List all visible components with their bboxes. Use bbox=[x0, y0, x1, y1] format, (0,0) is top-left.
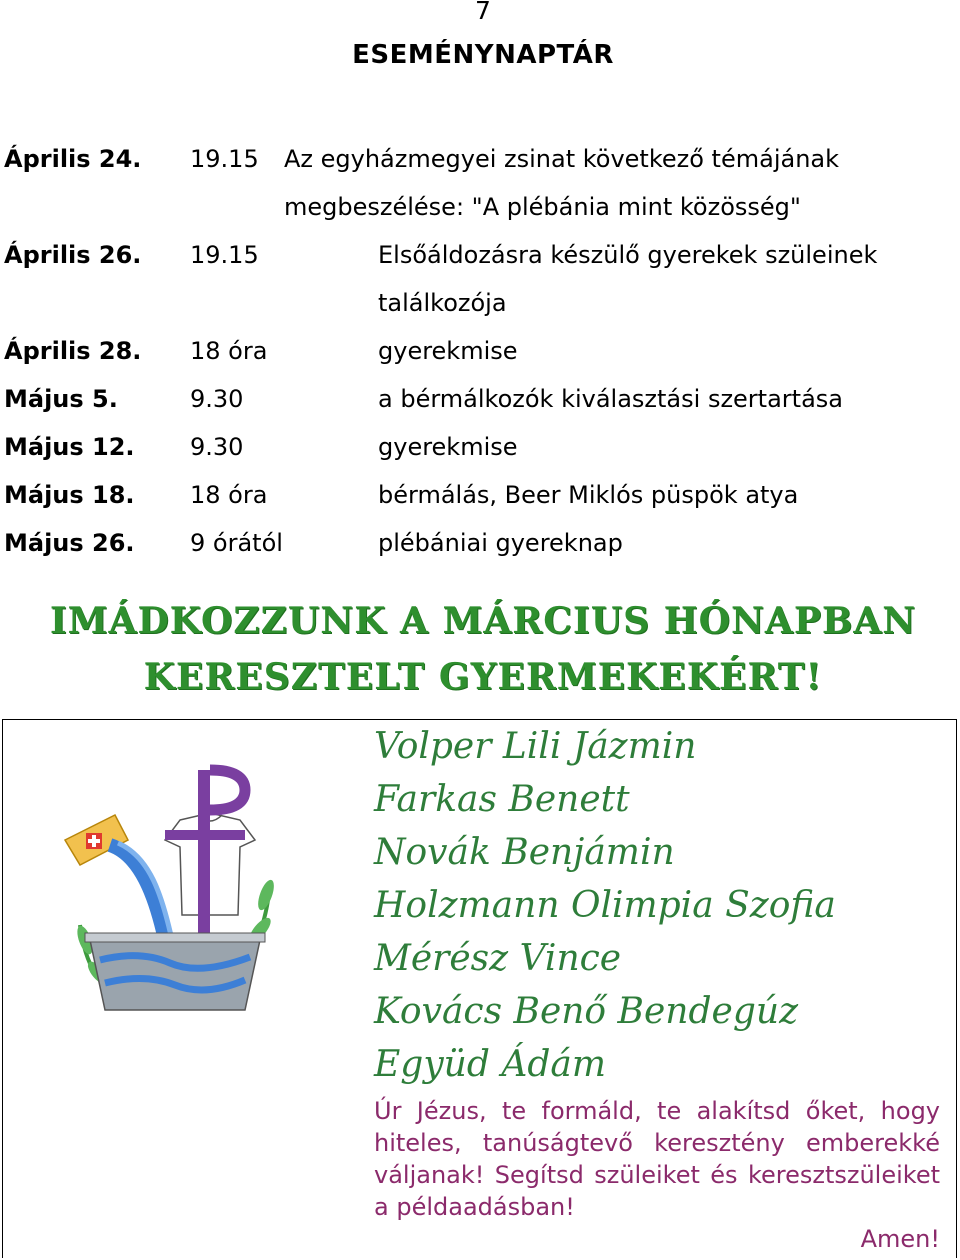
baptism-font-icon bbox=[60, 745, 300, 1035]
event-time: 9.30 bbox=[190, 385, 244, 413]
event-date: Április 24. bbox=[4, 145, 142, 173]
event-row bbox=[0, 337, 960, 385]
event-text: Az egyházmegyei zsinat következő témájának bbox=[284, 145, 840, 173]
event-date: Május 18. bbox=[4, 481, 135, 509]
event-text-continued: megbeszélése: "A plébánia mint közösség" bbox=[284, 193, 801, 221]
event-time: 18 óra bbox=[190, 337, 268, 365]
event-row bbox=[0, 145, 960, 193]
event-time: 9 órától bbox=[190, 529, 283, 557]
event-time: 19.15 bbox=[190, 241, 259, 269]
event-text: bérmálás, Beer Miklós püspök atya bbox=[378, 481, 799, 509]
event-row bbox=[0, 433, 960, 481]
event-time: 19.15 bbox=[190, 145, 259, 173]
page-title: ESEMÉNYNAPTÁR bbox=[352, 40, 614, 70]
event-row bbox=[0, 385, 960, 433]
event-text: gyerekmise bbox=[378, 337, 518, 365]
event-date: Április 28. bbox=[4, 337, 142, 365]
event-text: Elsőáldozásra készülő gyerekek szüleinek bbox=[378, 241, 878, 269]
event-row bbox=[0, 529, 960, 577]
event-text-continued: találkozója bbox=[378, 289, 507, 317]
event-date: Május 26. bbox=[4, 529, 135, 557]
child-name: Mérész Vince bbox=[374, 938, 622, 979]
amen-text: Amen! bbox=[860, 1225, 940, 1253]
banner-line-1: IMÁDKOZZUNK A MÁRCIUS HÓNAPBAN bbox=[49, 600, 917, 642]
event-text: gyerekmise bbox=[378, 433, 518, 461]
child-name: Farkas Benett bbox=[374, 779, 630, 820]
event-date: Május 12. bbox=[4, 433, 135, 461]
event-row bbox=[0, 481, 960, 529]
event-date: Április 26. bbox=[4, 241, 142, 269]
event-time: 9.30 bbox=[190, 433, 244, 461]
event-row bbox=[0, 241, 960, 289]
child-name: Novák Benjámin bbox=[374, 832, 675, 873]
event-date: Május 5. bbox=[4, 385, 118, 413]
name-list bbox=[374, 722, 836, 1093]
child-name: Holzmann Olimpia Szofia bbox=[374, 885, 836, 926]
prayer-text: Úr Jézus, te formáld, te alakítsd őket, hogy hiteles, tanúságtevő keresztény emberekké váljanak! Segítsd szüleiket és keresztszüleiket a példaadásban! bbox=[374, 1097, 940, 1221]
event-time: 18 óra bbox=[190, 481, 268, 509]
child-name: Kovács Benő Bendegúz bbox=[374, 991, 799, 1032]
banner-line-2: KERESZTELT GYERMEKEKÉRT! bbox=[143, 656, 823, 698]
event-text: plébániai gyereknap bbox=[378, 529, 623, 557]
event-text: a bérmálkozók kiválasztási szertartása bbox=[378, 385, 843, 413]
child-name: Együd Ádám bbox=[374, 1044, 606, 1085]
child-name: Volper Lili Jázmin bbox=[374, 726, 697, 767]
page-number: 7 bbox=[475, 0, 491, 25]
